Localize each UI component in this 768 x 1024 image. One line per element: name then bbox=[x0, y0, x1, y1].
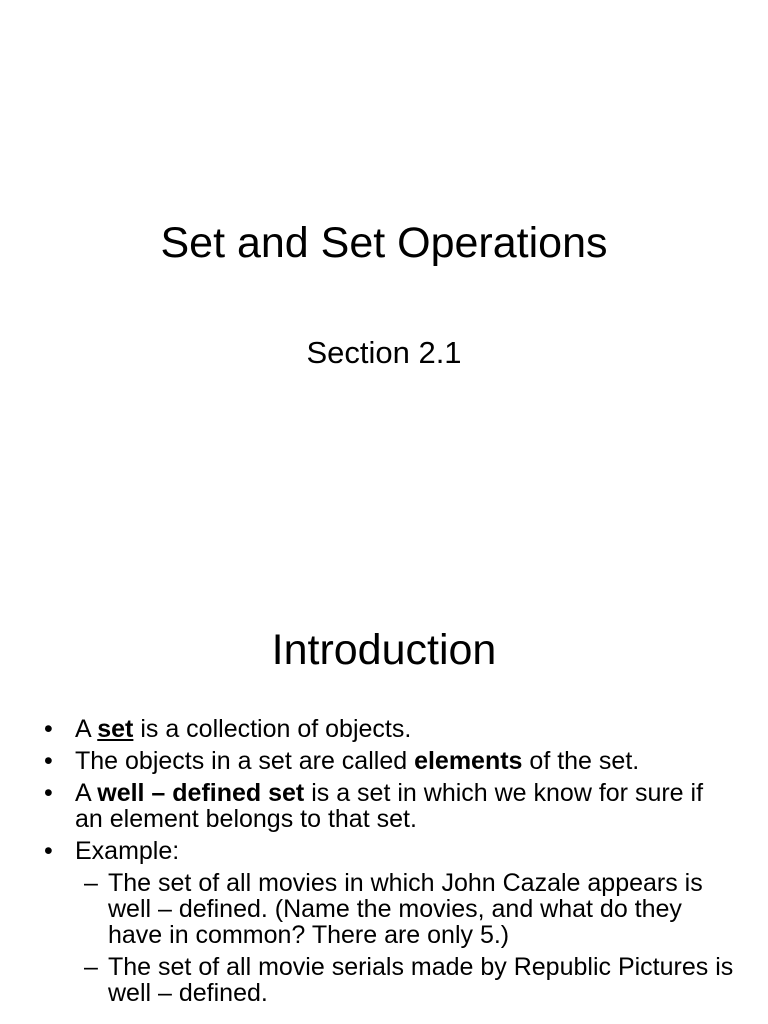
slide-title: Set and Set Operations bbox=[160, 219, 608, 267]
bullet-marker: • bbox=[44, 715, 53, 743]
bullet-item bbox=[0, 716, 735, 742]
bullet-marker: • bbox=[44, 747, 53, 775]
bullet-text: is a collection of objects. bbox=[133, 715, 412, 743]
introduction-slide bbox=[0, 576, 768, 1024]
sub-bullet-marker: – bbox=[84, 869, 98, 897]
sub-bullet-item bbox=[0, 870, 738, 948]
bullet-text: Example: bbox=[75, 837, 180, 865]
bullet-text: A bbox=[75, 779, 98, 807]
bullet-item bbox=[0, 838, 735, 864]
sub-bullet-marker: – bbox=[84, 953, 98, 981]
bullet-marker: • bbox=[44, 779, 53, 807]
bullet-marker: • bbox=[44, 837, 53, 865]
sub-bullet-text: The set of all movie serials made by Republic Pictures is well – defined. bbox=[108, 953, 734, 1007]
bullet-text: of the set. bbox=[522, 747, 640, 775]
bullet-item bbox=[0, 748, 735, 774]
slide-title: Introduction bbox=[271, 626, 497, 674]
bullet-item bbox=[0, 780, 735, 832]
slide-subtitle: Section 2.1 bbox=[306, 335, 462, 370]
bullet-list bbox=[0, 716, 768, 1012]
term-elements: elements bbox=[414, 747, 523, 775]
bullet-text: is a set in which we know for sure if an element belongs to that set. bbox=[75, 779, 704, 833]
term-set: set bbox=[97, 715, 134, 743]
sub-bullet-item bbox=[0, 954, 738, 1006]
term-well-defined-set: well – defined set bbox=[97, 779, 305, 807]
sub-bullet-text: The set of all movies in which John Cazale appears is well – defined. (Name the movies, and what do they have in common? There are only 5.) bbox=[108, 869, 703, 949]
bullet-text: A bbox=[75, 715, 98, 743]
bullet-text: The objects in a set are called bbox=[75, 747, 415, 775]
